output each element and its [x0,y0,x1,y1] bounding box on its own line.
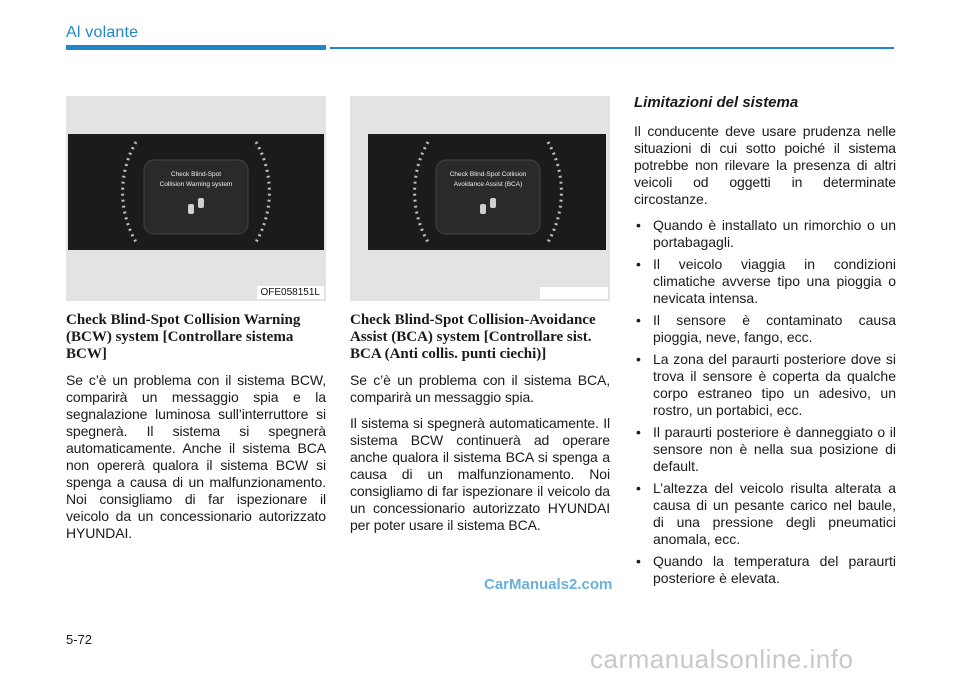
paragraph: Se c’è un problema con il sistema BCA, comparirà un messaggio spia. [350,372,610,405]
column-bcw [66,312,326,551]
list-item: • L’altezza del veicolo risulta alterata a causa di un pesante carico nel baule, di una pressione degli pneumatici anomala, ecc. [636,480,896,547]
header-rule [330,47,894,49]
bullet-icon: • [636,312,641,328]
paragraph: Se c’è un problema con il sistema BCW, comparirà un messaggio spia e la segnalazione luminosa sull’interruttore si spegnerà. Il sistema si spegnerà automaticamente. Anche il sistema BCA non opererà qualora il sistema BCW si spenga a causa di un malfunzionamento. Noi consigliamo di far ispezionare il veicolo da un concessionario autorizzato HYUNDAI. [66,372,326,541]
cluster-figure-bca [350,96,610,301]
cluster-figure-bcw [66,96,326,301]
section-title-limits: Limitazioni del sistema [634,94,799,111]
section-title-bca: Check Blind-Spot Collision-Avoidance Assist (BCA) system [Controllare sist. BCA (Anti collis. punti ciechi)] [350,312,596,362]
column-limits [634,94,896,592]
figure-code: OFE058151L [257,286,325,299]
watermark-link[interactable]: CarManuals2.com [484,576,613,593]
list-item: • Il paraurti posteriore è danneggiato o il sensore non è nella sua posizione di default. [636,424,896,474]
bullet-icon: • [636,424,641,440]
screen-line-2: Collision Warning system [159,181,233,188]
page-number: 5-72 [66,632,93,647]
header-title: Al volante [66,24,139,41]
paragraph-intro: Il conducente deve usare prudenza nelle situazioni di cui sotto poiché il sistema potrebbe non rilevare la presenza di altri veicoli od oggetti in determinate circostanze. [634,123,896,207]
section-title-bcw: Check Blind-Spot Collision Warning (BCW) system [Controllare sistema BCW] [66,312,301,362]
bullet-icon: • [636,480,641,496]
bullet-icon: • [636,553,641,569]
bullet-icon: • [636,256,641,272]
screen-line-1: Check Blind-Spot Collision [449,171,527,178]
header-accent-bar [66,45,326,50]
bullet-icon: • [636,351,641,367]
column-bca [350,312,610,543]
screen-line-2: Avoidance Assist (BCA) [453,181,523,188]
list-item: • Quando la temperatura del paraurti posteriore è elevata. [636,553,896,586]
limitations-list [634,217,896,587]
bullet-icon: • [636,217,641,233]
list-item: • Quando è installato un rimorchio o un portabagagli. [636,217,896,250]
figure-code [540,287,608,299]
list-item: • Il veicolo viaggia in condizioni climatiche avverse tipo una pioggia o nevicata intensa. [636,256,896,306]
footer-watermark: carmanualsonline.info [590,644,854,674]
cluster-display-illustration [66,96,326,301]
screen-line-1: Check Blind-Spot [170,171,222,178]
list-item: • La zona del paraurti posteriore dove si trova il sensore è coperta da qualche corpo estraneo tipo un adesivo, un rostro, un portabici, ecc. [636,351,896,418]
paragraph: Il sistema si spegnerà automaticamente. Il sistema BCW continuerà ad operare anche qualora il sistema BCA si spenga a causa di un malfunzionamento. Noi consigliamo di far ispezionare il veicolo da un concessionario autorizzato HYUNDAI per poter usare il sistema BCA. [350,415,610,533]
list-item: • Il sensore è contaminato causa pioggia, neve, fango, ecc. [636,312,896,345]
cluster-display-illustration [350,96,610,301]
